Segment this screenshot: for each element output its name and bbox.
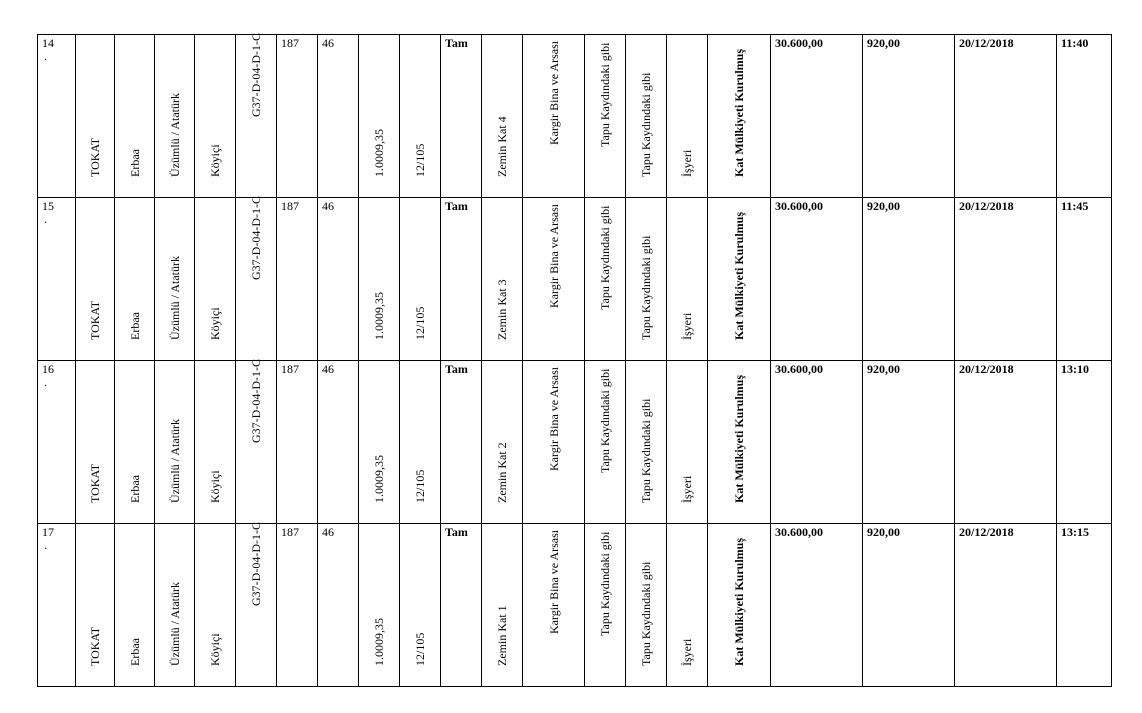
cell-mevkii xyxy=(195,198,236,361)
cell-hisse xyxy=(400,198,441,361)
cell-tarih-text: 20/12/2018 xyxy=(959,36,1014,50)
cell-kat-text: Zemin Kat 4 xyxy=(495,116,509,177)
cell-yuzolcum xyxy=(359,198,400,361)
cell-mahalle-text: Üzümlü / Atatürk xyxy=(167,419,182,503)
cell-mahalle xyxy=(155,35,195,198)
cell-saat xyxy=(1057,198,1112,361)
cell-tapu1-text: Tapu Kaydındaki gibi xyxy=(598,205,612,310)
cell-no-text: 14 xyxy=(42,36,54,50)
cell-mahalle xyxy=(155,198,195,361)
cell-mevkii xyxy=(195,35,236,198)
cell-tarih xyxy=(955,35,1057,198)
cell-ilce xyxy=(115,524,155,687)
cell-tapu1 xyxy=(585,524,626,687)
cell-tarih-text: 20/12/2018 xyxy=(959,525,1014,539)
cell-mahalle-text: Üzümlü / Atatürk xyxy=(167,582,182,666)
cell-nitelik-text: Kargir Bina ve Arsası xyxy=(546,203,561,308)
cell-no-text: 16 xyxy=(42,362,54,376)
cell-mevkii xyxy=(195,524,236,687)
cell-ilce-text: Erbaa xyxy=(127,475,142,503)
cell-ilce-text: Erbaa xyxy=(127,638,142,666)
cell-mahalle-text: Üzümlü / Atatürk xyxy=(167,93,182,177)
cell-no-text: 15 xyxy=(42,199,54,213)
cell-tapu1 xyxy=(585,198,626,361)
cell-pafta-text: G37-D-04-D-1-C xyxy=(249,522,263,606)
cell-parsel xyxy=(318,361,359,524)
cell-tam-text: Tam xyxy=(445,362,468,376)
table-body xyxy=(38,35,1112,687)
cell-hisse xyxy=(400,35,441,198)
cell-bedel-text: 30.600,00 xyxy=(775,36,823,50)
cell-tapu2 xyxy=(626,35,667,198)
cell-tam xyxy=(441,35,482,198)
cell-yuzolcum xyxy=(359,524,400,687)
cell-pafta xyxy=(236,361,277,524)
cell-mahalle xyxy=(155,524,195,687)
cell-mevkii-text: Köyiçi xyxy=(208,307,222,340)
cell-tam xyxy=(441,198,482,361)
cell-il-text: TOKAT xyxy=(88,137,102,177)
cell-tam-text: Tam xyxy=(445,36,468,50)
cell-kat xyxy=(482,198,523,361)
cell-yuzolcum xyxy=(359,361,400,524)
cell-tarih xyxy=(955,524,1057,687)
cell-ada xyxy=(277,361,318,524)
cell-pafta xyxy=(236,35,277,198)
cell-nitelik xyxy=(523,361,585,524)
cell-saat-text: 13:10 xyxy=(1061,362,1089,376)
cell-saat xyxy=(1057,35,1112,198)
cell-teminat-text: 920,00 xyxy=(867,199,900,213)
cell-mulkiyet-text: Kat Mülkiyeti Kurulmuş xyxy=(732,374,746,503)
cell-tam xyxy=(441,361,482,524)
cell-bagimsiz xyxy=(667,361,708,524)
cell-tapu1-text: Tapu Kaydındaki gibi xyxy=(598,531,612,636)
cell-nitelik-text: Kargir Bina ve Arsası xyxy=(546,40,561,145)
cell-yuzolcum-text: 1.0009,35 xyxy=(372,129,386,177)
cell-bedel xyxy=(771,35,863,198)
cell-ilce-text: Erbaa xyxy=(127,312,142,340)
cell-bedel-text: 30.600,00 xyxy=(775,362,823,376)
cell-bagimsiz xyxy=(667,35,708,198)
cell-no-text: 17 xyxy=(42,525,54,539)
cell-tam-text: Tam xyxy=(445,525,468,539)
cell-tapu2 xyxy=(626,198,667,361)
cell-tapu1 xyxy=(585,35,626,198)
cell-teminat-text: 920,00 xyxy=(867,525,900,539)
row-number-dot: . xyxy=(44,49,47,63)
cell-no xyxy=(38,35,76,198)
cell-teminat xyxy=(863,524,955,687)
cell-il xyxy=(76,524,115,687)
cell-kat-text: Zemin Kat 1 xyxy=(495,605,509,666)
cell-tapu2-text: Tapu Kaydındaki gibi xyxy=(639,72,653,177)
cell-hisse-text: 12/105 xyxy=(413,632,427,666)
cell-hisse xyxy=(400,361,441,524)
row-number-dot: . xyxy=(44,538,47,552)
cell-kat-text: Zemin Kat 2 xyxy=(495,442,509,503)
row-number-dot: . xyxy=(44,212,47,226)
cell-ada-text: 187 xyxy=(281,199,299,213)
cell-hisse-text: 12/105 xyxy=(413,469,427,503)
cell-tapu2 xyxy=(626,361,667,524)
cell-hisse-text: 12/105 xyxy=(413,306,427,340)
cell-mevkii-text: Köyiçi xyxy=(208,633,222,666)
cell-pafta-text: G37-D-04-D-1-C xyxy=(249,33,263,117)
row-number-dot: . xyxy=(44,375,47,389)
cell-mahalle xyxy=(155,361,195,524)
cell-pafta xyxy=(236,524,277,687)
cell-saat xyxy=(1057,361,1112,524)
cell-bedel xyxy=(771,361,863,524)
cell-il-text: TOKAT xyxy=(88,626,102,666)
cell-tapu2-text: Tapu Kaydındaki gibi xyxy=(639,235,653,340)
cell-parsel-text: 46 xyxy=(322,199,334,213)
cell-yuzolcum-text: 1.0009,35 xyxy=(372,455,386,503)
cell-hisse-text: 12/105 xyxy=(413,143,427,177)
cell-nitelik xyxy=(523,198,585,361)
cell-bedel xyxy=(771,198,863,361)
table-row xyxy=(38,198,1112,361)
cell-mulkiyet-text: Kat Mülkiyeti Kurulmuş xyxy=(732,48,746,177)
cell-bagimsiz-text: İşyeri xyxy=(680,638,694,666)
cell-nitelik-text: Kargir Bina ve Arsası xyxy=(546,529,561,634)
cell-bagimsiz-text: İşyeri xyxy=(680,149,694,177)
cell-il-text: TOKAT xyxy=(88,300,102,340)
cell-teminat xyxy=(863,361,955,524)
cell-tarih xyxy=(955,198,1057,361)
table-row xyxy=(38,35,1112,198)
cell-saat-text: 11:40 xyxy=(1061,36,1089,50)
cell-yuzolcum-text: 1.0009,35 xyxy=(372,618,386,666)
cell-mulkiyet xyxy=(708,35,771,198)
cell-il xyxy=(76,361,115,524)
cell-parsel-text: 46 xyxy=(322,36,334,50)
cell-mulkiyet xyxy=(708,524,771,687)
cell-parsel xyxy=(318,35,359,198)
cell-ada xyxy=(277,198,318,361)
cell-ada-text: 187 xyxy=(281,362,299,376)
cell-il-text: TOKAT xyxy=(88,463,102,503)
cell-tarih-text: 20/12/2018 xyxy=(959,199,1014,213)
table-row xyxy=(38,524,1112,687)
cell-ada xyxy=(277,35,318,198)
cell-mahalle-text: Üzümlü / Atatürk xyxy=(167,256,182,340)
cell-parsel xyxy=(318,198,359,361)
cell-saat-text: 13:15 xyxy=(1061,525,1089,539)
cell-bedel xyxy=(771,524,863,687)
cell-tarih xyxy=(955,361,1057,524)
cell-bedel-text: 30.600,00 xyxy=(775,525,823,539)
cell-pafta-text: G37-D-04-D-1-C xyxy=(249,196,263,280)
cell-yuzolcum xyxy=(359,35,400,198)
cell-mulkiyet-text: Kat Mülkiyeti Kurulmuş xyxy=(732,537,746,666)
cell-ilce xyxy=(115,35,155,198)
cell-ada-text: 187 xyxy=(281,525,299,539)
cell-mulkiyet xyxy=(708,361,771,524)
cell-nitelik xyxy=(523,35,585,198)
cell-no xyxy=(38,361,76,524)
cell-ilce xyxy=(115,361,155,524)
cell-il xyxy=(76,198,115,361)
cell-bagimsiz xyxy=(667,198,708,361)
cell-parsel-text: 46 xyxy=(322,362,334,376)
cell-kat-text: Zemin Kat 3 xyxy=(495,279,509,340)
cell-il xyxy=(76,35,115,198)
cell-mevkii-text: Köyiçi xyxy=(208,470,222,503)
cell-tapu2-text: Tapu Kaydındaki gibi xyxy=(639,561,653,666)
cell-tam xyxy=(441,524,482,687)
cell-mevkii-text: Köyiçi xyxy=(208,144,222,177)
cell-tapu1-text: Tapu Kaydındaki gibi xyxy=(598,368,612,473)
cell-no xyxy=(38,524,76,687)
cell-ilce-text: Erbaa xyxy=(127,149,142,177)
cell-bagimsiz-text: İşyeri xyxy=(680,312,694,340)
cell-ada-text: 187 xyxy=(281,36,299,50)
auction-table xyxy=(37,34,1112,687)
cell-tarih-text: 20/12/2018 xyxy=(959,362,1014,376)
cell-tapu2 xyxy=(626,524,667,687)
cell-kat xyxy=(482,524,523,687)
cell-mulkiyet-text: Kat Mülkiyeti Kurulmuş xyxy=(732,211,746,340)
cell-pafta xyxy=(236,198,277,361)
cell-no xyxy=(38,198,76,361)
cell-mulkiyet xyxy=(708,198,771,361)
cell-kat xyxy=(482,361,523,524)
cell-yuzolcum-text: 1.0009,35 xyxy=(372,292,386,340)
cell-nitelik xyxy=(523,524,585,687)
cell-teminat-text: 920,00 xyxy=(867,362,900,376)
cell-tam-text: Tam xyxy=(445,199,468,213)
cell-parsel-text: 46 xyxy=(322,525,334,539)
cell-teminat xyxy=(863,35,955,198)
cell-bedel-text: 30.600,00 xyxy=(775,199,823,213)
cell-ilce xyxy=(115,198,155,361)
cell-tapu2-text: Tapu Kaydındaki gibi xyxy=(639,398,653,503)
cell-tapu1-text: Tapu Kaydındaki gibi xyxy=(598,42,612,147)
cell-teminat xyxy=(863,198,955,361)
cell-nitelik-text: Kargir Bina ve Arsası xyxy=(546,366,561,471)
table-row xyxy=(38,361,1112,524)
cell-parsel xyxy=(318,524,359,687)
cell-teminat-text: 920,00 xyxy=(867,36,900,50)
cell-hisse xyxy=(400,524,441,687)
cell-kat xyxy=(482,35,523,198)
cell-pafta-text: G37-D-04-D-1-C xyxy=(249,359,263,443)
cell-ada xyxy=(277,524,318,687)
cell-bagimsiz-text: İşyeri xyxy=(680,475,694,503)
cell-saat-text: 11:45 xyxy=(1061,199,1089,213)
cell-saat xyxy=(1057,524,1112,687)
cell-tapu1 xyxy=(585,361,626,524)
cell-bagimsiz xyxy=(667,524,708,687)
cell-mevkii xyxy=(195,361,236,524)
